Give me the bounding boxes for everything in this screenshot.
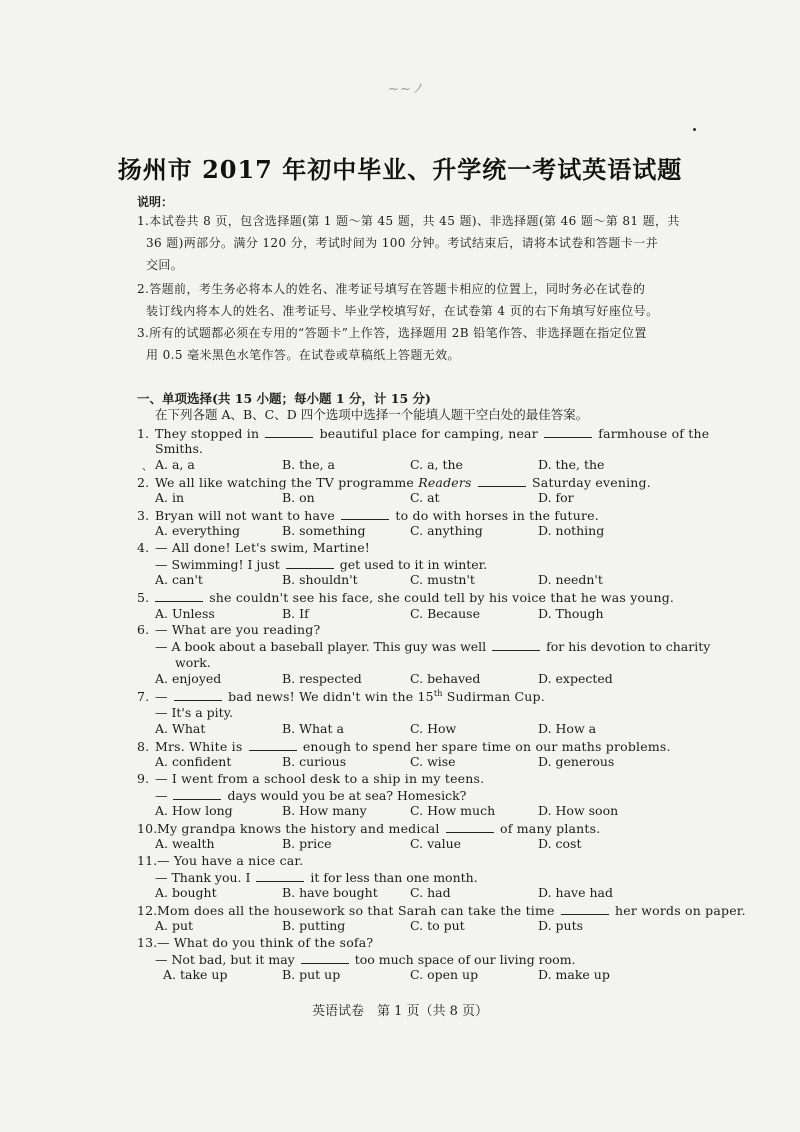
- option-c: C. How much: [410, 803, 496, 818]
- option-a: A. put: [155, 918, 194, 933]
- programme-name: Readers: [418, 475, 472, 490]
- option-d: D. expected: [538, 671, 613, 686]
- dialogue-text: get used to it in winter.: [339, 557, 488, 572]
- question-stem: My grandpa knows the history and medical: [157, 821, 440, 836]
- question-7: [137, 688, 545, 704]
- option-b: B. respected: [282, 671, 362, 686]
- option-c: C. a, the: [410, 457, 463, 472]
- option-c: C. mustn't: [410, 572, 475, 587]
- option-b: B. shouldn't: [282, 572, 358, 587]
- question-number: 5.: [137, 590, 150, 605]
- dialogue-text: it for less than one month.: [310, 870, 478, 885]
- option-b: B. the, a: [282, 457, 336, 472]
- question-number: 10.: [137, 821, 158, 836]
- question-number: 12.: [137, 903, 158, 918]
- page-footer: 英语试卷 第 1 页（共 8 页）: [311, 1004, 489, 1019]
- dialogue-text: days would you be at sea? Homesick?: [227, 788, 467, 803]
- option-a: A. take up: [163, 967, 228, 982]
- question-stem: Sudirman Cup.: [446, 689, 545, 704]
- question-continuation: work.: [175, 655, 211, 670]
- option-c: C. wise: [410, 754, 456, 769]
- option-c: C. value: [410, 836, 462, 851]
- option-b: B. something: [282, 523, 366, 538]
- answer-blank: [561, 902, 609, 915]
- dialogue-text: — Thank you. I: [155, 870, 251, 885]
- question-8: [137, 738, 671, 754]
- option-a: A. enjoyed: [155, 671, 222, 686]
- instruction-line: 2.答题前，考生务必将本人的姓名、准考证号填写在答题卡相应的位置上，同时务必在试卷的: [137, 282, 646, 296]
- question-stem: bad news! We didn't win the 15: [228, 689, 434, 704]
- question-1: [137, 425, 709, 441]
- dialogue-text: — A book about a baseball player. This guy was well: [155, 639, 487, 654]
- option-d: D. generous: [538, 754, 615, 769]
- option-a: A. Unless: [155, 606, 215, 621]
- answer-blank: [249, 738, 297, 751]
- question-number: 8.: [137, 739, 150, 754]
- section-heading: 一、单项选择(共 15 小题；每小题 1 分，计 15 分): [137, 391, 431, 406]
- question-13: [137, 935, 373, 950]
- question-stem: They stopped in: [155, 426, 260, 441]
- dialogue-text: for his devotion to charity: [546, 639, 711, 654]
- question-continuation: Smiths.: [155, 441, 203, 456]
- answer-blank: [492, 638, 540, 651]
- instruction-line: 1.本试卷共 8 页，包含选择题(第 1 题～第 45 题，共 45 题)、非选择题(第 46 题～第 81 题，共: [137, 214, 680, 228]
- question-dialogue-line: [155, 951, 576, 967]
- answer-blank: [286, 556, 334, 569]
- question-number: 2.: [137, 475, 150, 490]
- speck-mark: [693, 128, 696, 131]
- question-stem: beautiful place for camping, near: [319, 426, 538, 441]
- option-c: C. behaved: [410, 671, 481, 686]
- dialogue-text: —: [155, 788, 168, 803]
- option-a: A. How long: [155, 803, 233, 818]
- question-dialogue-line: — It's a pity.: [155, 705, 234, 720]
- option-c: C. had: [410, 885, 451, 900]
- exam-title: 扬州市 2017 年初中毕业、升学统一考试英语试题: [117, 155, 683, 184]
- instruction-item-1: [137, 210, 727, 276]
- question-stem: — All done! Let's swim, Martine!: [155, 540, 371, 555]
- instruction-line: 3.所有的试题都必须在专用的“答题卡”上作答，选择题用 2B 铅笔作答、非选择题在指定位置: [137, 326, 647, 340]
- question-stem: — I went from a school desk to a ship in my teens.: [155, 771, 485, 786]
- question-6: [137, 622, 320, 637]
- option-d: D. cost: [538, 836, 582, 851]
- pencil-scribble: ~~ノ: [388, 82, 426, 97]
- option-a: A. can't: [155, 572, 203, 587]
- question-12: [137, 902, 746, 918]
- option-b: B. How many: [282, 803, 367, 818]
- question-number: 4.: [137, 540, 150, 555]
- option-b: B. put up: [282, 967, 341, 982]
- option-a: A. everything: [155, 523, 240, 538]
- option-d: D. for: [538, 490, 574, 505]
- question-stem: her words on paper.: [615, 903, 746, 918]
- option-d: D. have had: [538, 885, 613, 900]
- question-stem: of many plants.: [500, 821, 601, 836]
- question-stem: she couldn't see his face, she could tell by his voice that he was young.: [209, 590, 675, 605]
- option-b: B. If: [282, 606, 309, 621]
- question-dialogue-line: [155, 638, 710, 654]
- question-stem: — What do you think of the sofa?: [157, 935, 374, 950]
- dialogue-text: too much space of our living room.: [354, 952, 576, 967]
- answer-blank: [544, 425, 592, 438]
- option-c: C. at: [410, 490, 440, 505]
- question-number: 3.: [137, 508, 150, 523]
- option-a: A. in: [155, 490, 185, 505]
- option-c: C. How: [410, 721, 457, 736]
- answer-blank: [446, 820, 494, 833]
- question-stem: to do with horses in the future.: [395, 508, 599, 523]
- section-instruction: 在下列各题 A、B、C、D 四个选项中选择一个能填人题干空白处的最佳答案。: [155, 407, 589, 422]
- question-number: 9.: [137, 771, 150, 786]
- option-b: B. on: [282, 490, 315, 505]
- instruction-item-3: [137, 322, 727, 366]
- question-stem: Mom does all the housework so that Sarah can take the time: [157, 903, 555, 918]
- question-number: 7.: [137, 689, 150, 704]
- option-c: C. Because: [410, 606, 480, 621]
- option-a: A. a, a: [155, 457, 195, 472]
- option-c: C. open up: [410, 967, 479, 982]
- question-dialogue-line: [155, 869, 478, 885]
- question-stem: — You have a nice car.: [157, 853, 304, 868]
- option-a: A. confident: [155, 754, 232, 769]
- answer-blank: [341, 507, 389, 520]
- instruction-line: 用 0.5 毫米黑色水笔作答。在试卷或草稿纸上答题无效。: [146, 348, 460, 362]
- option-d: D. Though: [538, 606, 604, 621]
- option-b: B. curious: [282, 754, 347, 769]
- option-a: A. bought: [155, 885, 217, 900]
- question-dialogue-line: [155, 787, 466, 803]
- question-9: [137, 771, 484, 786]
- instruction-line: 装订线内将本人的姓名、准考证号、毕业学校填写好，在试卷第 4 页的右下角填写好座位号。: [146, 304, 659, 318]
- answer-blank: [174, 688, 222, 701]
- question-3: [137, 507, 599, 523]
- option-b: B. price: [282, 836, 332, 851]
- question-number: 6.: [137, 622, 150, 637]
- instruction-item-2: [137, 278, 727, 322]
- instruction-line: 交回。: [146, 258, 184, 272]
- dialogue-text: — Not bad, but it may: [155, 952, 295, 967]
- option-d: D. needn't: [538, 572, 603, 587]
- question-stem: Bryan will not want to have: [155, 508, 336, 523]
- instruction-line: 36 题)两部分。满分 120 分，考试时间为 100 分钟。考试结束后，请将本试卷和答题卡一并: [146, 236, 659, 250]
- question-4: [137, 540, 370, 555]
- question-5: [137, 589, 674, 605]
- question-stem: enough to spend her spare time on our maths problems.: [302, 739, 671, 754]
- question-stem: We all like watching the TV programme: [155, 475, 419, 490]
- question-2: [137, 474, 651, 490]
- option-a: A. wealth: [155, 836, 215, 851]
- answer-blank: [173, 787, 221, 800]
- option-d: D. nothing: [538, 523, 605, 538]
- question-stem: Saturday evening.: [532, 475, 651, 490]
- answer-blank: [256, 869, 304, 882]
- option-d: D. make up: [538, 967, 610, 982]
- question-stem: Mrs. White is: [155, 739, 243, 754]
- option-b: B. What a: [282, 721, 344, 736]
- option-b: B. have bought: [282, 885, 378, 900]
- margin-mark: 、: [142, 462, 152, 473]
- answer-blank: [155, 589, 203, 602]
- instructions-label: 说明：: [137, 195, 174, 209]
- option-d: D. puts: [538, 918, 584, 933]
- answer-blank: [478, 474, 526, 487]
- question-11: [137, 853, 303, 868]
- question-stem: farmhouse of the: [598, 426, 710, 441]
- ordinal-suffix: th: [433, 688, 443, 698]
- question-number: 1.: [137, 426, 150, 441]
- option-c: C. to put: [410, 918, 465, 933]
- option-c: C. anything: [410, 523, 483, 538]
- question-stem: — What are you reading?: [155, 622, 321, 637]
- question-number: 13.: [137, 935, 158, 950]
- option-b: B. putting: [282, 918, 346, 933]
- dialogue-text: — Swimming! I just: [155, 557, 280, 572]
- question-number: 11.: [137, 853, 158, 868]
- option-d: D. the, the: [538, 457, 605, 472]
- option-a: A. What: [155, 721, 206, 736]
- answer-blank: [301, 951, 349, 964]
- question-dialogue-line: [155, 556, 487, 572]
- answer-blank: [265, 425, 313, 438]
- option-d: D. How soon: [538, 803, 619, 818]
- option-d: D. How a: [538, 721, 597, 736]
- question-10: [137, 820, 600, 836]
- question-stem: —: [155, 689, 168, 704]
